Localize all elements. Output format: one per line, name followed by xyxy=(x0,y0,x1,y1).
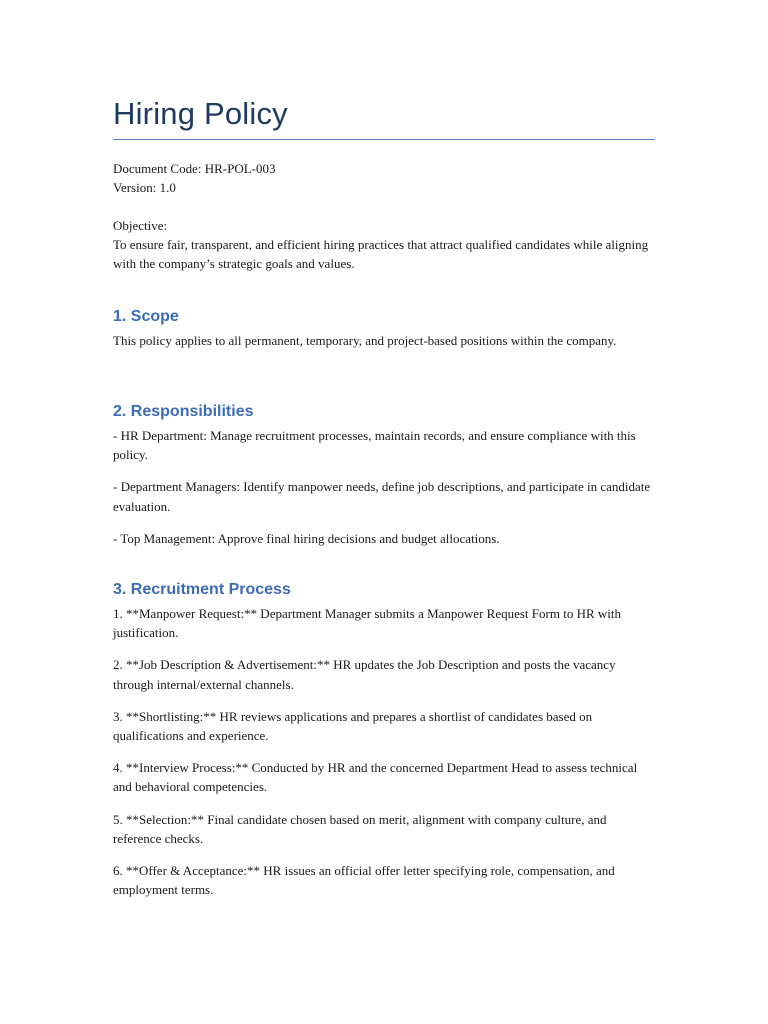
document-title: Hiring Policy xyxy=(113,96,288,131)
section-responsibilities xyxy=(113,402,655,561)
objective-text: To ensure fair, transparent, and efficient hiring practices that attract qualified candidates while aligning with the company’s strategic goals and values. xyxy=(113,237,649,272)
section-heading: 2. Responsibilities xyxy=(113,403,254,420)
objective-label: Objective: xyxy=(113,218,168,233)
section-scope xyxy=(113,307,655,363)
document-meta xyxy=(113,159,655,197)
section-paragraph: 4. **Interview Process:** Conducted by HR and the concerned Department Head to assess technical and behavioral competencies. xyxy=(113,760,638,795)
section-heading: 1. Scope xyxy=(113,308,179,325)
section-paragraph: This policy applies to all permanent, temporary, and project-based positions within the company. xyxy=(113,333,617,348)
title-divider xyxy=(113,139,655,140)
document-version: Version: 1.0 xyxy=(113,180,176,196)
section-recruitment-process xyxy=(113,580,655,912)
section-paragraph: - HR Department: Manage recruitment processes, maintain records, and ensure compliance with this policy. xyxy=(113,428,636,463)
section-paragraph: 3. **Shortlisting:** HR reviews applications and prepares a shortlist of candidates based on qualifications and experience. xyxy=(113,708,593,744)
section-paragraph: 5. **Selection:** Final candidate chosen based on merit, alignment with company culture, and reference checks. xyxy=(113,811,607,846)
section-paragraph: 2. **Job Description & Advertisement:** HR updates the Job Description and posts the vacancy through internal/external channels. xyxy=(113,657,616,692)
section-paragraph: - Department Managers: Identify manpower needs, define job descriptions, and participate in candidate evaluation. xyxy=(113,479,651,514)
section-heading: 3. Recruitment Process xyxy=(113,581,291,598)
section-paragraph: 1. **Manpower Request:** Department Manager submits a Manpower Request Form to HR with justification. xyxy=(113,606,621,641)
section-paragraph: - Top Management: Approve final hiring decisions and budget allocations. xyxy=(113,530,500,546)
document-code: Document Code: HR-POL-003 xyxy=(113,161,276,176)
section-paragraph: 6. **Offer & Acceptance:** HR issues an official offer letter specifying role, compensation, and employment terms. xyxy=(113,863,615,898)
objective-block xyxy=(113,216,655,274)
